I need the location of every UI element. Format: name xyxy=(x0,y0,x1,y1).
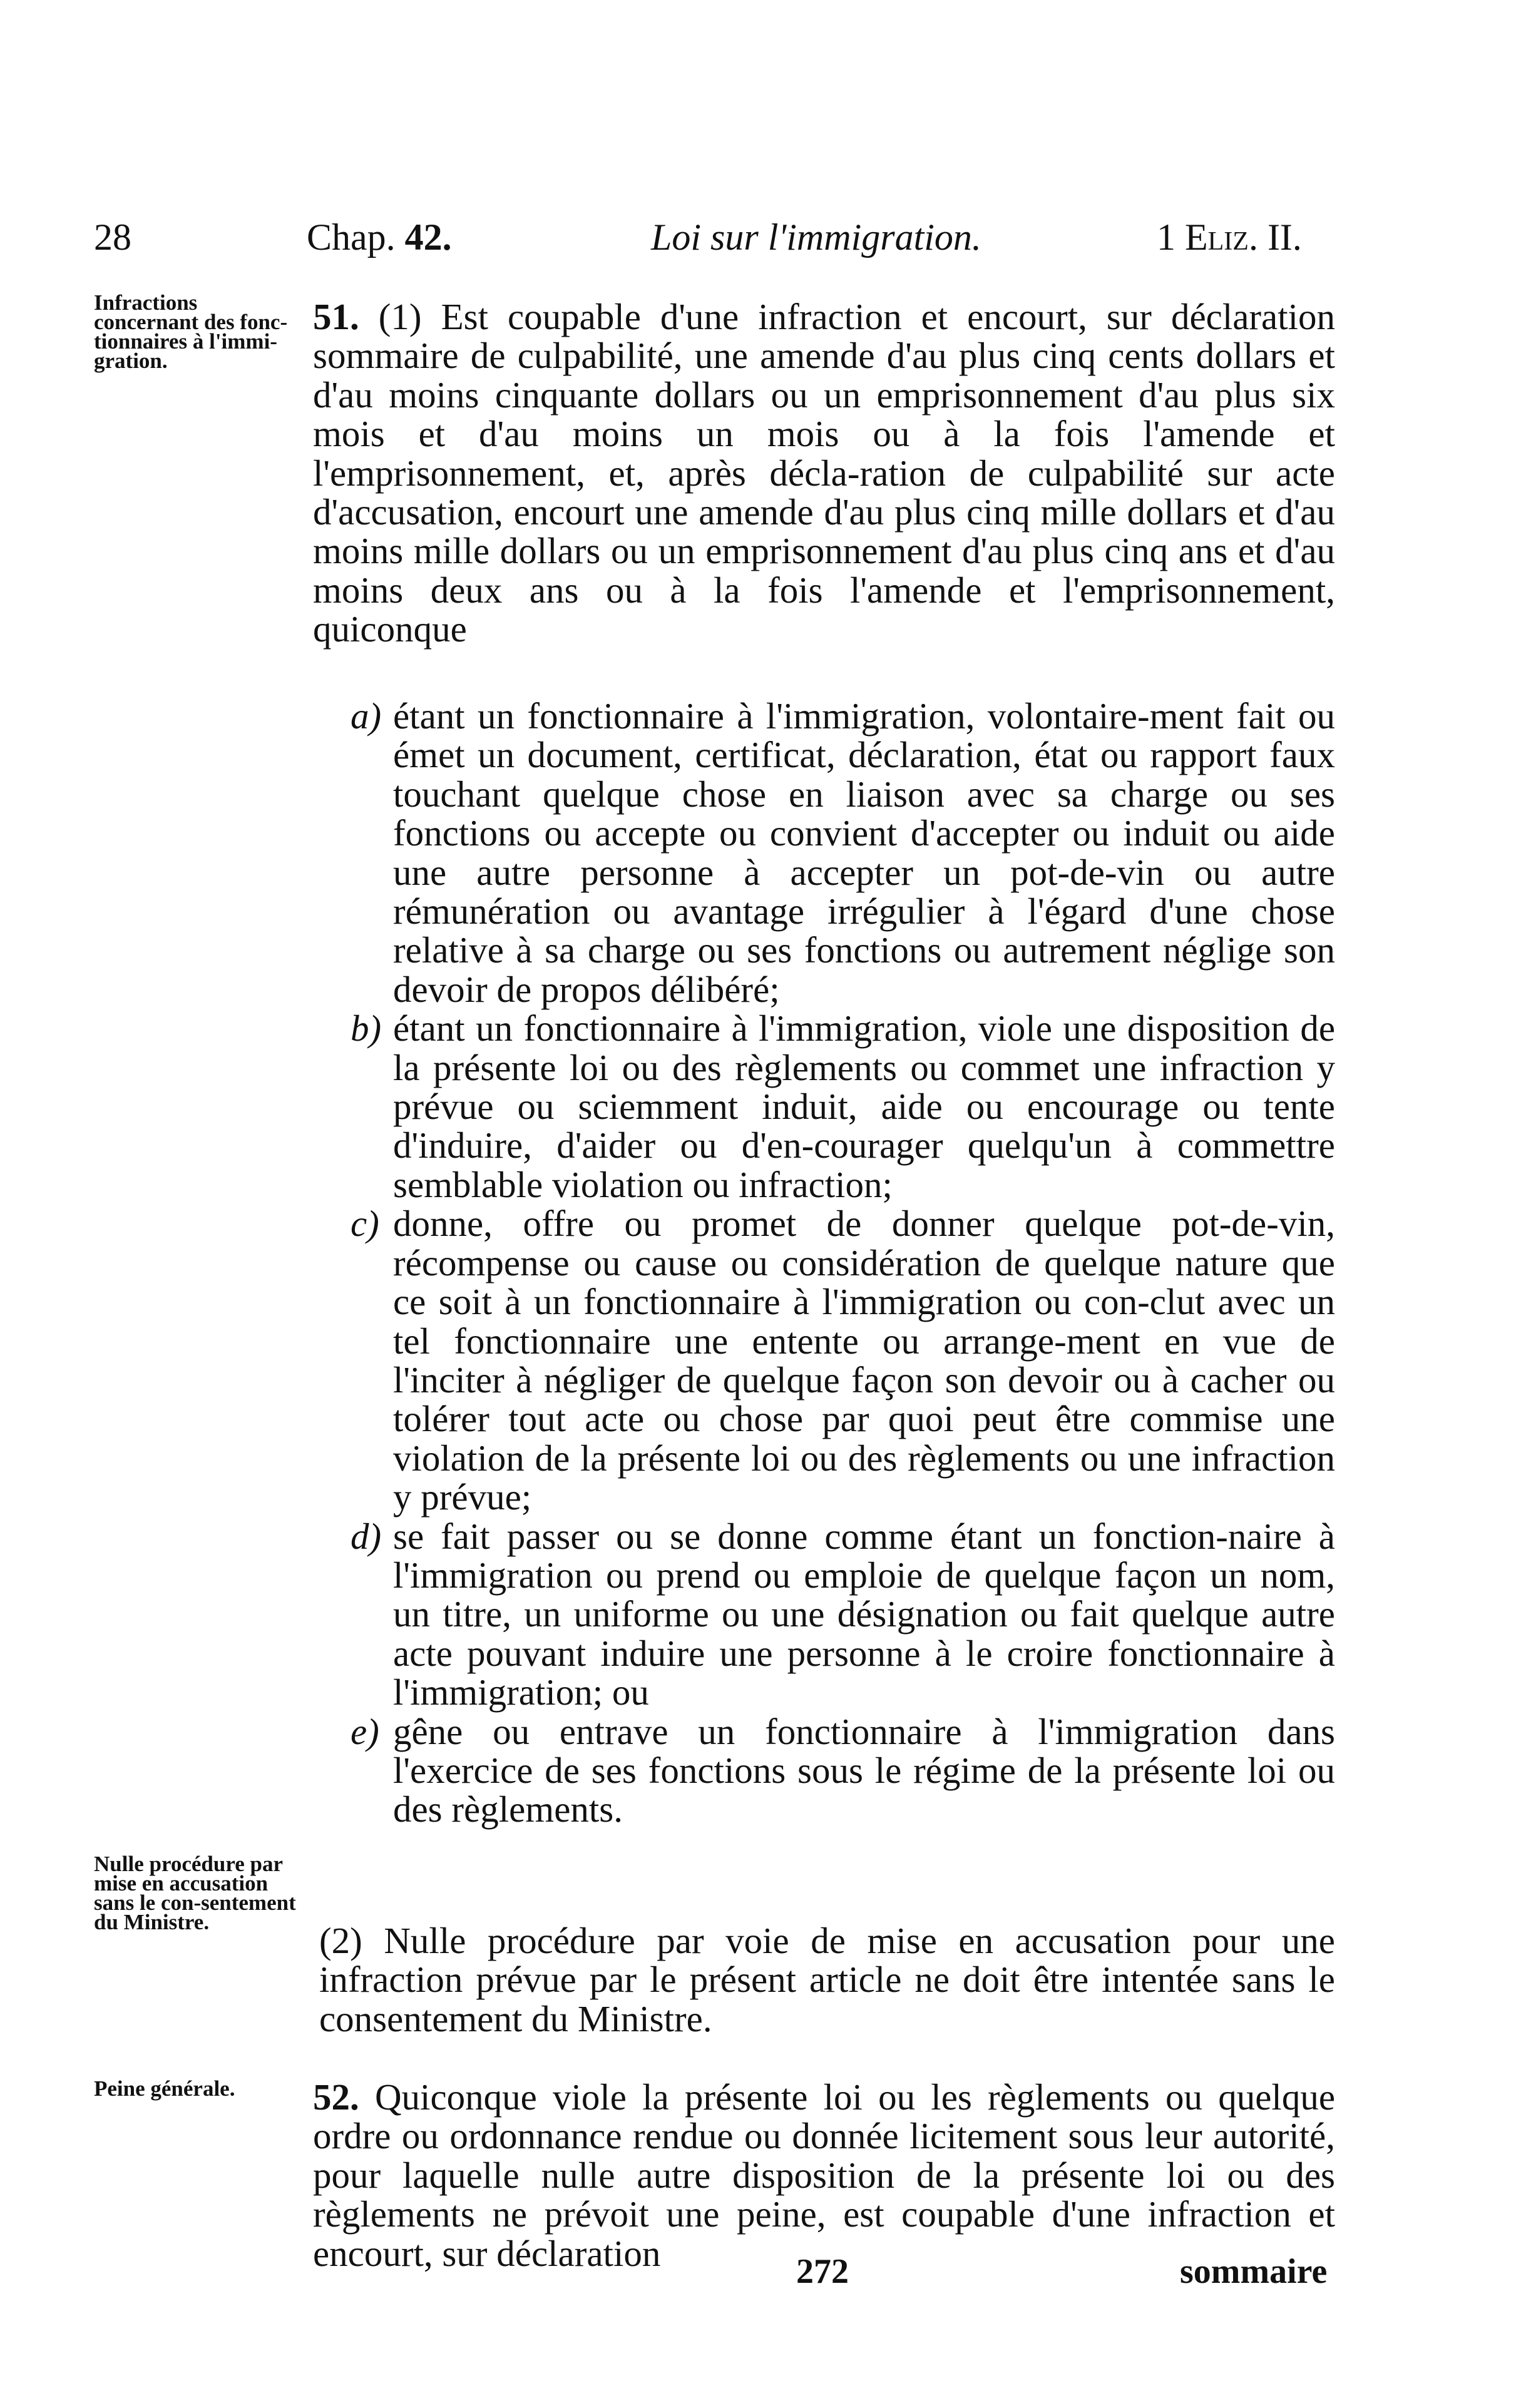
item-c-label: c) xyxy=(351,1203,379,1245)
item-a xyxy=(351,696,1335,1009)
margin-note-nulle-procedure: Nulle procédure par mise en accusation sans le con-sentement du Ministre. xyxy=(94,1852,296,1934)
regnal-year xyxy=(1157,216,1302,259)
section-52-text: Quiconque viole la présente loi ou les règlements ou quelque ordre ou ordonnance rendue ou donnée licitement sous leur autorité, pour laquelle nulle autre disposition de la présente loi ou des règlements ne prévoit une peine, est coupable d'une infraction et encourt, sur déclaration xyxy=(313,2076,1336,2274)
item-a-label: a) xyxy=(351,695,382,737)
chapter-reference xyxy=(307,216,452,259)
regnal-name: Eliz. II. xyxy=(1185,217,1302,258)
subsection-2 xyxy=(319,1921,1335,2038)
margin-note-infractions: Infractions concernant des fonc-tionnaires à l'immi-gration. xyxy=(94,290,288,373)
catchword: sommaire xyxy=(1180,2252,1328,2291)
item-e xyxy=(351,1712,1335,1829)
item-d-label: d) xyxy=(351,1515,382,1557)
section-51-number: 51. xyxy=(313,296,359,337)
section-51-intro xyxy=(313,297,1335,649)
section-52 xyxy=(313,2078,1335,2273)
regnal-number: 1 xyxy=(1157,217,1175,258)
subsection-1-label: (1) xyxy=(378,296,422,337)
section-51-paragraph xyxy=(313,297,1335,649)
item-c xyxy=(351,1204,1335,1516)
item-b xyxy=(351,1009,1335,1204)
item-d-text: se fait passer ou se donne comme étant un fonction-naire à l'immigration ou prend ou emploie de quelque façon un nom, un titre, un uniforme ou une désignation ou fait quelque autre acte pouvant induire une personne à le croire fonctionnaire à l'immigration; ou xyxy=(393,1515,1335,1713)
section-52-number: 52. xyxy=(313,2076,359,2118)
item-b-text: étant un fonctionnaire à l'immigration, viole une disposition de la présente loi ou des règlements ou commet une infraction y prévue ou sciemment induit, aide ou encourage ou tente d'induire, d'aider ou d'en-courager quelqu'un à commettre semblable violation ou infraction; xyxy=(393,1008,1335,1205)
section-52-paragraph xyxy=(313,2078,1335,2273)
item-e-text: gêne ou entrave un fonctionnaire à l'immigration dans l'exercice de ses fonctions sous le régime de la présente loi ou des règlements. xyxy=(393,1710,1335,1830)
item-a-text: étant un fonctionnaire à l'immigration, volontaire-ment fait ou émet un document, certificat, déclaration, état ou rapport faux touchant quelque chose en liaison avec sa charge ou ses fonctions ou accepte ou convient d'accepter ou induit ou aide une autre personne à accepter un pot-de-vin ou autre rémunération ou avantage irrégulier à l'égard d'une chose relative à sa charge ou ses fonctions ou autrement néglige son devoir de propos délibéré; xyxy=(393,695,1335,1010)
running-title: Loi sur l'immigration. xyxy=(651,217,981,258)
chapter-prefix: Chap. xyxy=(307,217,396,258)
item-e-label: e) xyxy=(351,1710,379,1752)
section-51-text: Est coupable d'une infraction et encourt, sur déclaration sommaire de culpabilité, une amende d'au plus cinq cents dollars et d'au moins cinquante dollars ou un emprisonnement d'au plus six mois et d'au moins un mois ou à la fois l'amende et l'emprisonnement, et, après décla-ration de culpabilité sur acte d'accusation, encourt une amende d'au plus cinq mille dollars et d'au moins mille dollars ou un emprisonnement d'au plus cinq ans et d'au moins deux ans ou à la fois l'amende et l'emprisonnement, quiconque xyxy=(313,296,1336,650)
item-b-label: b) xyxy=(351,1008,382,1049)
page-number: 28 xyxy=(94,217,131,258)
subsection-2-text: (2) Nulle procédure par voie de mise en accusation pour une infraction prévue par le présent article ne doit être intentée sans le consentement du Ministre. xyxy=(319,1920,1335,2039)
section-51-items xyxy=(351,696,1335,1829)
folio: 272 xyxy=(796,2252,849,2291)
chapter-number: 42. xyxy=(404,217,452,258)
item-d xyxy=(351,1517,1335,1712)
margin-note-peine-generale: Peine générale. xyxy=(94,2076,235,2101)
item-c-text: donne, offre ou promet de donner quelque pot-de-vin, récompense ou cause ou considération de quelque nature que ce soit à un fonctionnaire à l'immigration ou con-clut avec un tel fonctionnaire une entente ou arrange-ment en vue de l'inciter à négliger de quelque façon son devoir ou à cacher ou tolérer tout acte ou chose par quoi peut être commise une violation de la présente loi ou des règlements ou une infraction y prévue; xyxy=(393,1203,1335,1518)
